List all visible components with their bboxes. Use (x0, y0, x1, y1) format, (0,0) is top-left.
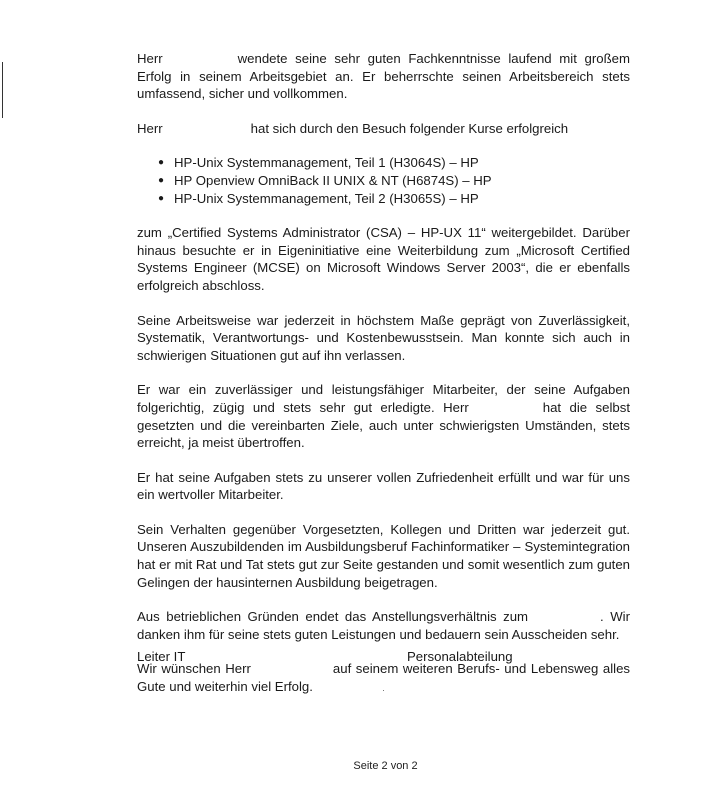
signature-personalabteilung: Personalabteilung (407, 649, 513, 664)
signature-leiter-it: Leiter IT (137, 649, 186, 664)
text-expertise: wendete seine sehr guten Fachkenntnisse laufend mit großem Erfolg in seinem Arbeitsgebiet an. Er beherrschte seinen Arbeitsbereich stets umfassend, sicher und vollkommen. (137, 51, 630, 102)
text-courses-intro: hat sich durch den Besuch folgender Kurse erfolgreich (250, 120, 569, 136)
paragraph-expertise (137, 50, 630, 103)
paragraph-performance: Er war ein zuverlässiger und leistungsfähiger Mitarbeiter, der seine Aufgaben folgerichtig, zügig und stets sehr gut erledigte. Herr hat die selbst gesetzten und die vereinbarten Ziele, auch unter schwierigsten Umständen, stets erreicht, ja meist übertroffen. (137, 382, 631, 451)
list-item: ● HP-Unix Systemmanagement, Teil 2 (H3065S) – HP (158, 190, 479, 206)
scan-edge-mark (2, 62, 3, 118)
paragraph-work-style: Seine Arbeitsweise war jederzeit in höchstem Maße geprägt von Zuverlässigkeit, Systematik, Verantwortungs- und Kostenbewusstsein. Man konnte sich auch in schwierigen Situationen gut auf ihn verlassen. (137, 312, 630, 363)
document-body (137, 50, 630, 713)
text-herr: Herr (137, 51, 163, 66)
bullet-icon: ● (158, 174, 165, 186)
course-list (137, 154, 630, 207)
paragraph-satisfaction: Er hat seine Aufgaben stets zu unserer vollen Zufriedenheit erfüllt und war für uns ein wertvoller Mitarbeiter. (137, 469, 630, 503)
text-herr: Herr (137, 120, 163, 136)
list-item: ● HP-Unix Systemmanagement, Teil 1 (H3064S) – HP (158, 155, 479, 171)
paragraph-wishes: Wir wünschen Herr auf seinem weiteren Berufs- und Lebensweg alles Gute und weiterhin viel Erfolg. (137, 661, 630, 695)
page-footer (0, 760, 703, 772)
bullet-icon: ● (158, 192, 165, 204)
paragraph-conduct: Sein Verhalten gegenüber Vorgesetzten, Kollegen und Dritten war jederzeit gut. Unseren Auszubildenden im Ausbildungsberuf Fachinformatiker – Systemintegration hat er mit Rat und Tat stets gut zur Seite gestanden und somit wesentlich zum guten Gelingen der hausinternen Ausbildung beigetragen. (137, 521, 630, 590)
scan-speck (383, 690, 384, 691)
page-number: Seite 2 von 2 (353, 760, 418, 772)
bullet-icon: ● (158, 157, 165, 169)
paragraph-termination: Aus betrieblichen Gründen endet das Anstellungsverhältnis zum . Wir danken ihm für seine stets guten Leistungen und bedauern sein Ausscheiden sehr. (137, 609, 630, 642)
list-item: ● HP Openview OmniBack II UNIX & NT (H6874S) – HP (158, 172, 492, 188)
paragraph-courses-intro (137, 120, 630, 138)
paragraph-certification: zum „Certified Systems Administrator (CSA) – HP-UX 11“ weitergebildet. Darüber hinaus besuchte er in Eigeninitiative eine Weiterbildung zum „Microsoft Certified Systems Engineer (MCSE) on Microsoft Windows Server 2003“, die er ebenfalls erfolgreich abschloss. (137, 225, 630, 293)
